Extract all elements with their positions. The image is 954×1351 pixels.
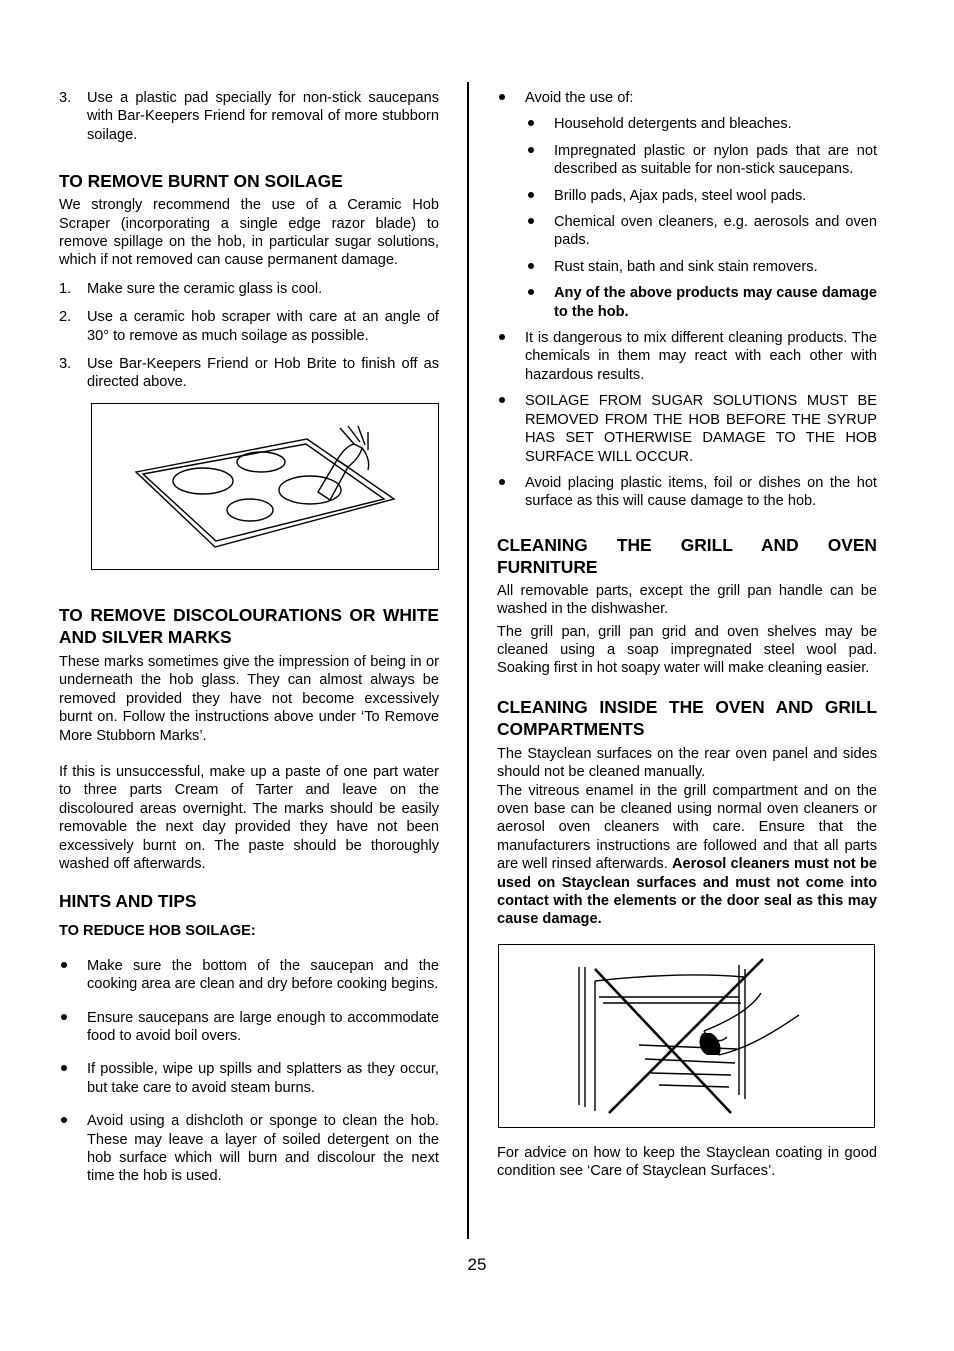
section-heading-burnt: TO REMOVE BURNT ON SOILAGE xyxy=(59,171,343,192)
column-divider xyxy=(467,82,469,1239)
bullet-icon xyxy=(499,479,505,485)
sub-list-item xyxy=(526,187,877,205)
bullet-icon xyxy=(528,263,534,269)
no-oven-cleaner-icon xyxy=(499,945,876,1129)
bullet-icon xyxy=(499,334,505,340)
burnt-intro: We strongly recommend the use of a Ceramic Hob Scraper (incorporating a single edge razor blade) to remove spillage on the hob, in particular sugar solutions, which if not removed can cause permanent damage. xyxy=(59,197,439,269)
list-number: 3. xyxy=(59,356,72,373)
bullet-icon xyxy=(61,1014,67,1020)
list-item xyxy=(59,1060,439,1097)
list-text: Rust stain, bath and sink stain removers. xyxy=(554,258,818,275)
bullet-icon xyxy=(528,192,534,198)
inside-warning-text: Aerosol cleaners must not be used on Stayclean surfaces and must not come into contact with the elements or the door seal as this may cause damage. xyxy=(497,856,877,928)
list-text: Any of the above products may cause damage to the hob. xyxy=(554,285,877,320)
section-heading-inside: CLEANING INSIDE THE OVEN AND GRILL COMPARTMENTS xyxy=(497,696,877,739)
sub-list-item xyxy=(526,115,877,133)
list-text: Impregnated plastic or nylon pads that are not described as suitable for non-stick saucepans. xyxy=(554,142,877,178)
inside-paragraph-2 xyxy=(497,782,877,929)
list-text: Avoid the use of: xyxy=(525,90,634,106)
bullet-icon xyxy=(61,1117,67,1123)
list-text: Make sure the bottom of the saucepan and the cooking area are clean and dry before cooking begins. xyxy=(87,957,439,993)
list-text: Brillo pads, Ajax pads, steel wool pads. xyxy=(554,187,807,204)
left-column xyxy=(59,89,439,1186)
list-item xyxy=(59,1112,439,1186)
list-text: Avoid using a dishcloth or sponge to clean the hob. These may leave a layer of soiled detergent on the hob surface which will burn and discolour the next time the hob is used. xyxy=(87,1113,439,1185)
right-column xyxy=(497,89,877,1181)
list-text: Use a ceramic hob scraper with care at an angle of 30° to remove as much soilage as possible. xyxy=(87,309,439,344)
list-text: Use Bar-Keepers Friend or Hob Brite to finish off as directed above. xyxy=(87,356,439,391)
hints-subheading: TO REDUCE HOB SOILAGE: xyxy=(59,923,256,940)
list-item xyxy=(59,957,439,994)
list-item xyxy=(497,329,877,384)
bullet-icon xyxy=(499,94,505,100)
sub-list-item xyxy=(526,258,877,276)
section-heading-hints: HINTS AND TIPS xyxy=(59,891,197,912)
list-text: Chemical oven cleaners, e.g. aerosols and oven pads. xyxy=(554,214,877,249)
grill-paragraph-1: All removable parts, except the grill pan handle can be washed in the dishwasher. xyxy=(497,582,877,618)
list-number: 2. xyxy=(59,309,72,326)
inside-paragraph-2-text: The vitreous enamel in the grill compartment and on the oven base can be cleaned using normal oven cleaners or aerosol oven cleaners with care. Ensure that the manufacturers instructions are followed and that all parts are well rinsed afterwards. xyxy=(497,782,877,873)
bullet-icon xyxy=(499,397,505,403)
bullet-icon xyxy=(528,120,534,126)
list-text: If possible, wipe up spills and splatters as they occur, but take care to avoid steam burns. xyxy=(87,1061,439,1096)
bullet-icon xyxy=(61,962,67,968)
list-text: Ensure saucepans are large enough to accommodate food to avoid boil overs. xyxy=(87,1009,439,1044)
list-text: Household detergents and bleaches. xyxy=(554,116,792,133)
stayclean-advice: For advice on how to keep the Stayclean coating in good condition see ‘Care of Stayclean Surfaces’. xyxy=(497,1144,877,1180)
list-text: Use a plastic pad specially for non-stick saucepans with Bar-Keepers Friend for removal of more stubborn soilage. xyxy=(87,90,439,143)
list-item xyxy=(497,89,877,107)
list-number: 3. xyxy=(59,90,72,106)
page-number: 25 xyxy=(467,1255,487,1274)
inside-paragraph-1: The Stayclean surfaces on the rear oven panel and sides should not be cleaned manually. xyxy=(497,745,877,781)
sub-list-item xyxy=(526,213,877,250)
list-item xyxy=(497,392,877,466)
sub-list-item-warning xyxy=(526,284,877,321)
oven-cleaning-illustration xyxy=(498,944,875,1128)
bullet-icon xyxy=(61,1065,67,1071)
bullet-icon xyxy=(528,289,534,295)
section-heading-grill: CLEANING THE GRILL AND OVEN FURNITURE xyxy=(497,534,877,577)
list-item xyxy=(59,280,439,298)
list-text: SOILAGE FROM SUGAR SOLUTIONS MUST BE REMOVED FROM THE HOB BEFORE THE SYRUP HAS SET OTHERWISE DAMAGE TO THE HOB SURFACE WILL OCCUR. xyxy=(525,393,877,465)
list-item xyxy=(497,474,877,511)
list-item xyxy=(59,355,439,392)
sub-list-item xyxy=(526,142,877,179)
list-text: It is dangerous to mix different cleaning products. The chemicals in them may react with each other with hazardous results. xyxy=(525,330,877,383)
hob-scraper-icon xyxy=(92,404,440,571)
section-heading-discolour: TO REMOVE DISCOLOURATIONS OR WHITE AND SILVER MARKS xyxy=(59,604,439,647)
discolour-paragraph-1: These marks sometimes give the impression of being in or underneath the hob glass. They can almost always be removed provided they have not become excessively burnt on. Follow the instructions above under ‘To Remove More Stubborn Marks’. xyxy=(59,653,439,744)
list-item xyxy=(59,89,439,144)
bullet-icon xyxy=(528,218,534,224)
list-item xyxy=(59,1009,439,1046)
list-item xyxy=(59,308,439,345)
list-text: Avoid placing plastic items, foil or dishes on the hot surface as this will cause damage to the hob. xyxy=(525,474,877,510)
list-text: Make sure the ceramic glass is cool. xyxy=(87,280,323,297)
bullet-icon xyxy=(528,147,534,153)
list-number: 1. xyxy=(59,280,72,297)
hob-scraper-illustration xyxy=(91,403,439,570)
grill-paragraph-2: The grill pan, grill pan grid and oven shelves may be cleaned using a soap impregnated steel wool pad. Soaking first in hot soapy water will make cleaning easier. xyxy=(497,623,877,677)
discolour-paragraph-2: If this is unsuccessful, make up a paste of one part water to three parts Cream of Tarter and leave on the discoloured areas overnight. The marks should be easily removable the next day provided they have not been excessively burnt on. The paste should be thoroughly washed off afterwards. xyxy=(59,763,439,872)
